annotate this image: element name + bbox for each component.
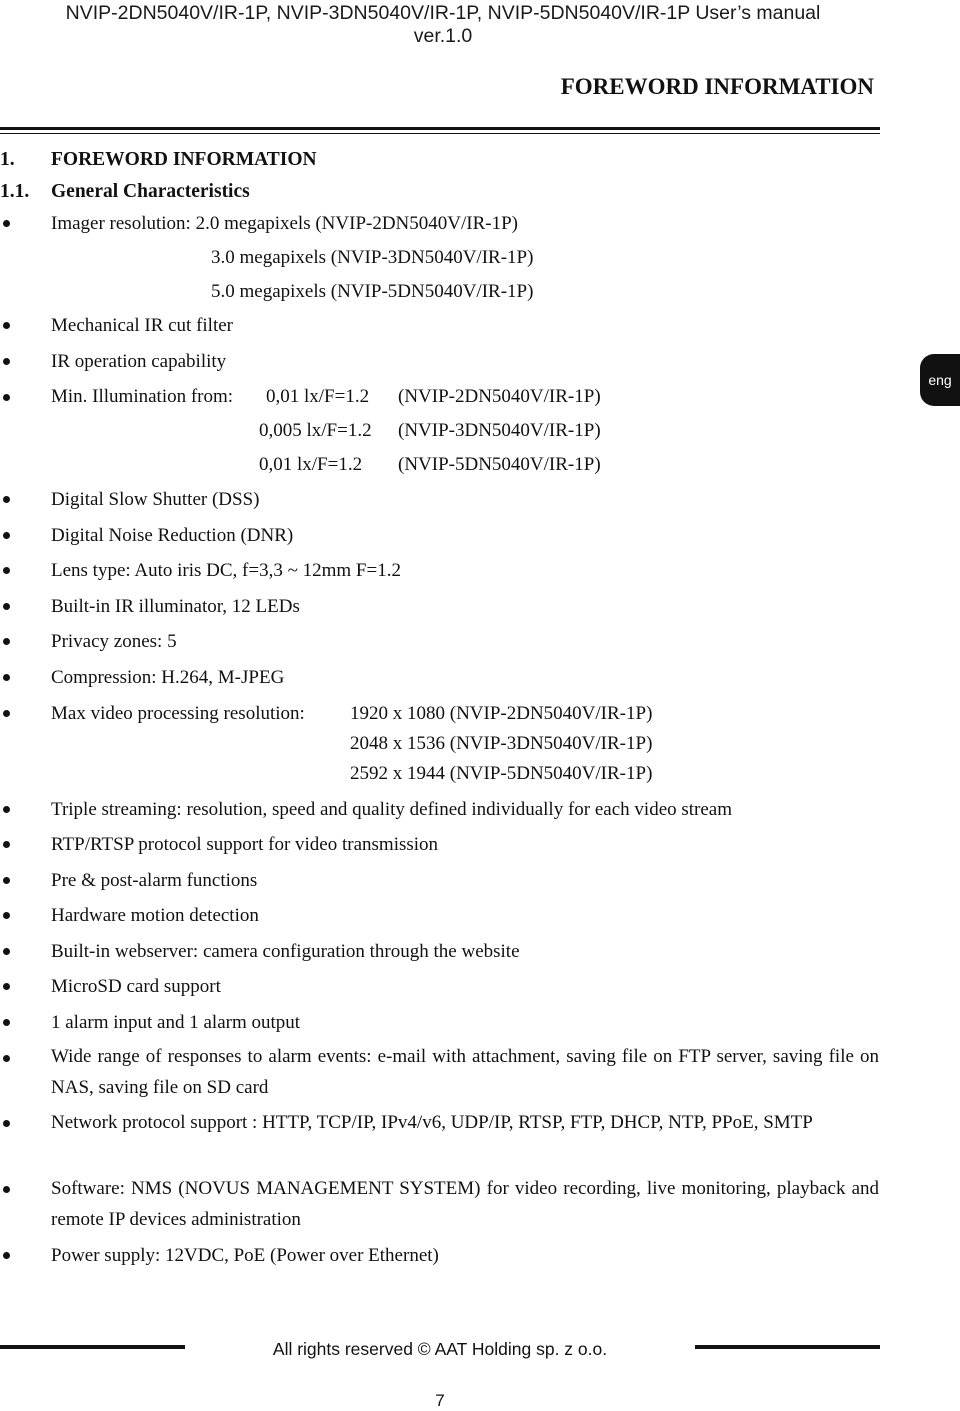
header-rule-thick (0, 127, 880, 130)
imager-resolution: Imager resolution: 2.0 megapixels (NVIP-2DN5040V/IR-1P) (51, 213, 519, 234)
illumination-value-3mp: 0,005 lx/F=1.2 (259, 420, 372, 441)
mechanical-ir-cut: Mechanical IR cut filter (51, 315, 234, 336)
triple-streaming: Triple streaming: resolution, speed and quality defined individually for each video stream (51, 799, 733, 820)
bullet-icon (3, 877, 10, 884)
bullet-icon (3, 394, 10, 401)
bullet-icon (3, 322, 10, 329)
alarm-io: 1 alarm input and 1 alarm output (51, 1012, 301, 1033)
alarm-functions: Pre & post-alarm functions (51, 870, 258, 891)
bullet-icon (3, 532, 10, 539)
bullet-icon (3, 1055, 10, 1062)
illumination-value-2mp: 0,01 lx/F=1.2 (266, 386, 370, 407)
compression: Compression: H.264, M-JPEG (51, 667, 285, 688)
imager-resolution-3mp: 3.0 megapixels (NVIP-3DN5040V/IR-1P) (211, 247, 534, 268)
illumination-model-2mp: (NVIP-2DN5040V/IR-1P) (398, 386, 601, 407)
bullet-icon (3, 1252, 10, 1259)
max-resolution-5mp: 2592 x 1944 (NVIP-5DN5040V/IR-1P) (350, 763, 653, 784)
language-tab[interactable]: eng (920, 354, 960, 406)
bullet-icon (3, 806, 10, 813)
max-resolution-3mp: 2048 x 1536 (NVIP-3DN5040V/IR-1P) (350, 733, 653, 754)
power-supply: Power supply: 12VDC, PoE (Power over Ethernet) (51, 1245, 439, 1266)
bullet-icon (3, 948, 10, 955)
section-title: General Characteristics (51, 181, 250, 202)
manual-title: NVIP-2DN5040V/IR-1P, NVIP-3DN5040V/IR-1P, NVIP-5DN5040V/IR-1P User’s manual (65, 2, 821, 24)
illumination-value-5mp: 0,01 lx/F=1.2 (259, 454, 363, 475)
bullet-icon (3, 603, 10, 610)
illumination-label: Min. Illumination from: (51, 386, 234, 407)
max-resolution-label: Max video processing resolution: (51, 703, 305, 724)
bullet-icon (3, 496, 10, 503)
page-number: 7 (435, 1391, 445, 1410)
section-heading (0, 181, 250, 203)
rtsp-support: RTP/RTSP protocol support for video transmission (51, 834, 439, 855)
bullet-icon (3, 220, 10, 227)
dnr: Digital Noise Reduction (DNR) (51, 525, 294, 546)
bullet-icon (3, 841, 10, 848)
section-number: 1.1. (0, 181, 30, 202)
bullet-icon (3, 983, 10, 990)
chapter-title: FOREWORD INFORMATION (51, 149, 317, 170)
chapter-heading (0, 149, 317, 171)
illumination-model-3mp: (NVIP-3DN5040V/IR-1P) (398, 420, 601, 441)
network-protocols: Network protocol support : HTTP, TCP/IP, IPv4/v6, UDP/IP, RTSP, FTP, DHCP, NTP, PPoE, SMTP (51, 1112, 813, 1133)
section-header: FOREWORD INFORMATION (560, 74, 874, 99)
ir-operation: IR operation capability (51, 351, 227, 372)
webserver: Built-in webserver: camera configuration through the website (51, 941, 520, 962)
alarm-responses: Wide range of responses to alarm events: e-mail with attachment, saving file on FTP server, saving file on NAS, saving file on SD card (51, 1046, 879, 1098)
dss: Digital Slow Shutter (DSS) (51, 489, 260, 510)
bullet-icon (3, 1019, 10, 1026)
bullet-icon (3, 567, 10, 574)
privacy-zones: Privacy zones: 5 (51, 631, 177, 652)
manual-version: ver.1.0 (413, 25, 473, 47)
footer-copyright: All rights reserved © AAT Holding sp. z o.o. (272, 1339, 608, 1359)
imager-resolution-5mp: 5.0 megapixels (NVIP-5DN5040V/IR-1P) (211, 281, 534, 302)
lens-type: Lens type: Auto iris DC, f=3,3 ~ 12mm F=1.2 (51, 560, 401, 581)
software: Software: NMS (NOVUS MANAGEMENT SYSTEM) for video recording, live monitoring, playback and remote IP devices administration (51, 1178, 879, 1230)
bullet-icon (3, 358, 10, 365)
ir-illuminator: Built-in IR illuminator, 12 LEDs (51, 596, 300, 617)
bullet-icon (3, 638, 10, 645)
bullet-icon (3, 1186, 10, 1193)
max-resolution-2mp: 1920 x 1080 (NVIP-2DN5040V/IR-1P) (350, 703, 653, 724)
bullet-icon (3, 710, 10, 717)
illumination-model-5mp: (NVIP-5DN5040V/IR-1P) (398, 454, 601, 475)
bullet-icon (3, 1120, 10, 1127)
chapter-number: 1. (0, 149, 15, 170)
bullet-icon (3, 912, 10, 919)
bullet-icon (3, 674, 10, 681)
motion-detection: Hardware motion detection (51, 905, 259, 926)
microsd-support: MicroSD card support (51, 976, 221, 997)
header-rule-thin (0, 133, 880, 134)
